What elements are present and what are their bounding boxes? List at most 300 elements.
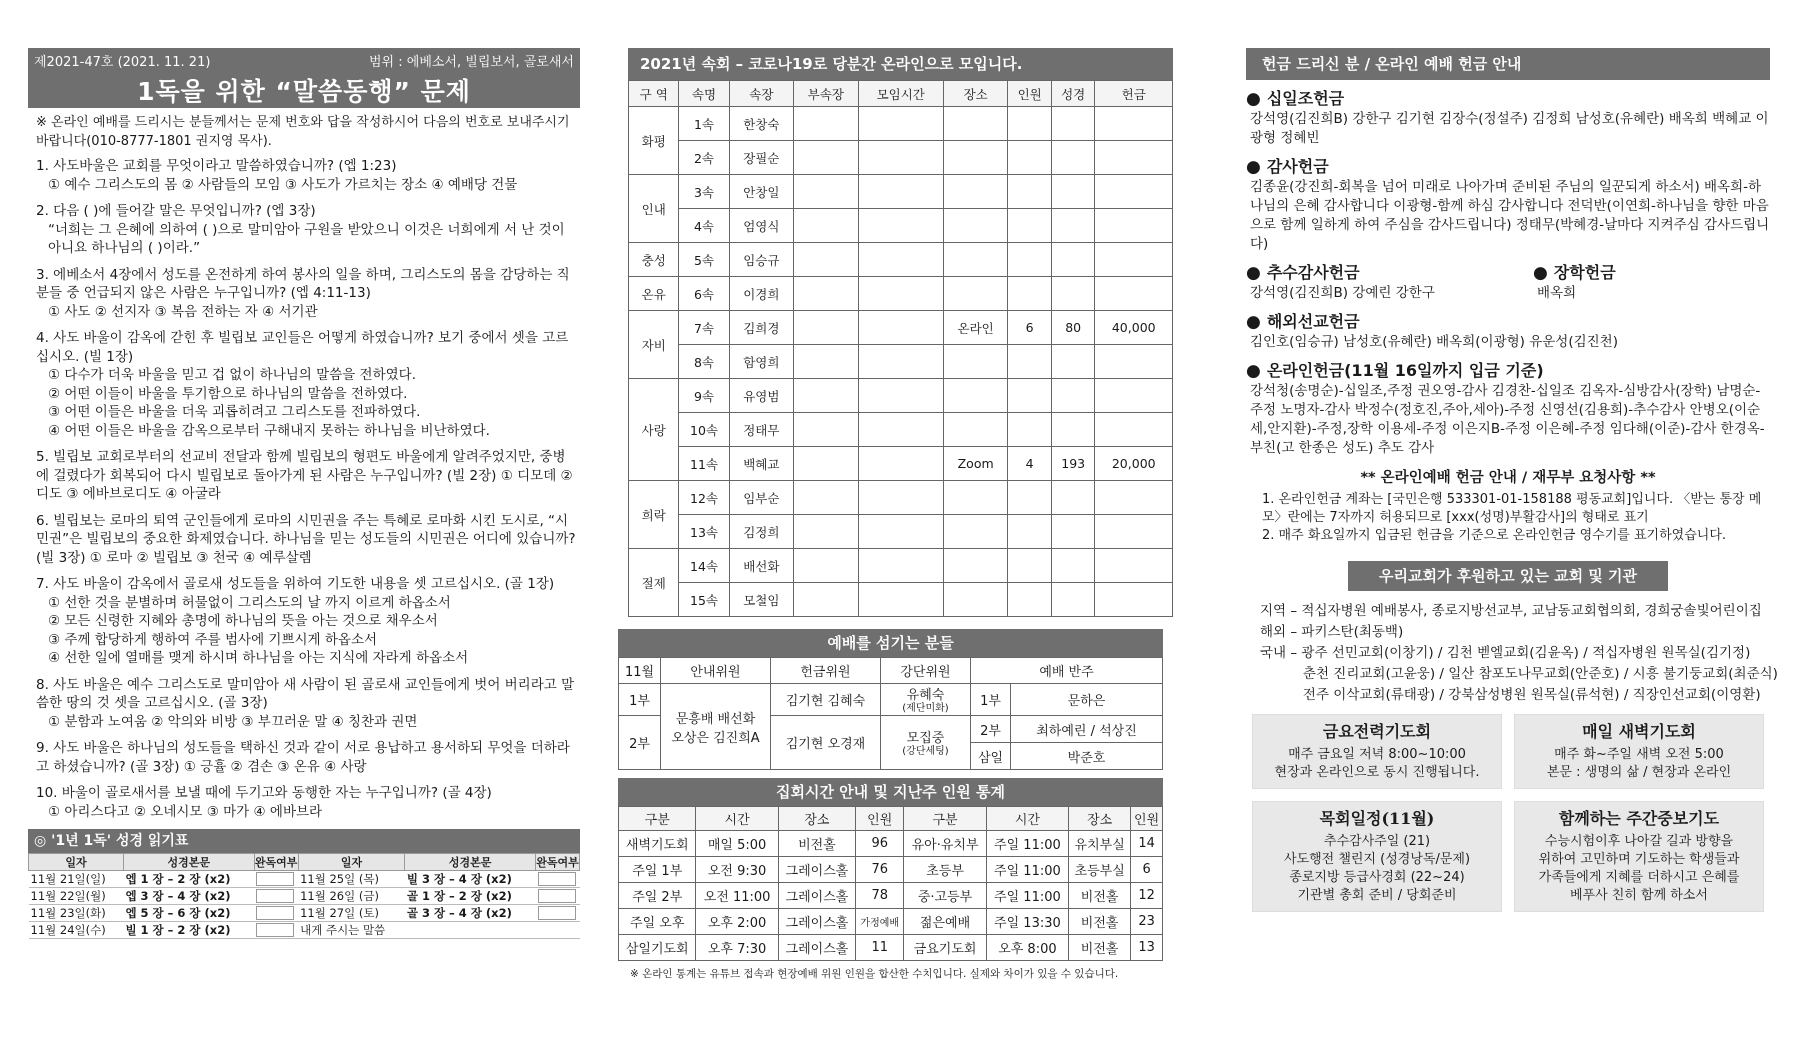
stats-cell: 78 [856, 883, 904, 909]
support-line: 지역 – 적십자병원 예배봉사, 종로지방선교부, 교남동교회협의회, 경희궁솔빛어린이집 [1260, 603, 1762, 619]
sokhoe-header: 부속장 [794, 81, 858, 107]
info-box [1252, 801, 1502, 912]
altar1-role: (제단미화) [902, 703, 949, 714]
sokhoe-row [629, 175, 1173, 209]
support-list [1246, 601, 1778, 706]
bullet-icon: ● [1246, 89, 1261, 109]
question-option: ① 사도 ② 선지자 ③ 복음 전하는 자 ④ 서기관 [48, 303, 318, 320]
sokhoe-cell: 5속 [679, 243, 729, 277]
online-names: 강석청(송명순)-십일조,주정 권오영-감사 김경찬-십일조 김옥자-심방감사(장학) 남명순-주정 노명자-감사 박정수(정호진,주아,세아)-주정 신영선(김용희)-추수감사 안병오(이순세,안지환)-주정,장학 이용세-주정 이은지B-주정 이은혜-주정 임다해(이준)-감사 한경옥-부친(고 한종은 성도) 추도 감사 [1250, 383, 1765, 456]
info-box-line: 종로지방 등급사경회 (22~24) [1289, 870, 1465, 885]
info-box-line: 위하여 고민하며 기도하는 학생들과 [1538, 852, 1740, 867]
sokhoe-header: 헌금 [1095, 81, 1173, 107]
sokhoe-row [629, 481, 1173, 515]
question-option: ① 선한 것을 분별하며 허물없이 그리스도의 날 까지 이르게 하옵소서 [48, 594, 451, 611]
stats-cell: 76 [856, 857, 904, 883]
sokhoe-area: 자비 [629, 311, 679, 379]
reading-checkbox[interactable] [538, 906, 576, 920]
sokhoe-area: 사랑 [629, 379, 679, 481]
sokhoe-cell [1051, 107, 1095, 141]
question-option: ③ 주께 합당하게 행하여 주를 범사에 기쁘시게 하옵소서 [48, 631, 378, 648]
sokhoe-cell [794, 583, 858, 617]
sokhoe-cell: 김희경 [729, 311, 793, 345]
stats-cell: 비전홀 [1069, 909, 1131, 935]
stats-header: 장소 [778, 807, 855, 831]
choir-label-3: 삼일 [971, 743, 1011, 770]
sokhoe-header: 장소 [943, 81, 1007, 107]
reading-cell: 11월 27일 (토) [298, 905, 405, 922]
reading-cell [405, 922, 536, 939]
sokhoe-row [629, 277, 1173, 311]
sokhoe-row [629, 583, 1173, 617]
stats-cell: 주일 13:30 [986, 909, 1068, 935]
issue-number: 제2021-47호 (2021. 11. 21) [34, 55, 211, 70]
stats-row [619, 909, 1163, 935]
sokhoe-area: 희락 [629, 481, 679, 549]
sokhoe-title: 2021년 속회 – 코로나19로 당분간 온라인으로 모입니다. [628, 48, 1173, 80]
choir-name-1: 문하은 [1011, 684, 1163, 716]
servers-part2: 2부 [619, 716, 661, 770]
reading-cell: 11월 25일 (목) [298, 871, 405, 888]
stats-cell: 새벽기도회 [619, 831, 696, 857]
sokhoe-header: 구 역 [629, 81, 679, 107]
sokhoe-cell [794, 413, 858, 447]
sokhoe-cell: 20,000 [1095, 447, 1173, 481]
sokhoe-row [629, 107, 1173, 141]
stats-cell: 젊은예배 [904, 909, 987, 935]
stats-header: 시간 [986, 807, 1068, 831]
sokhoe-cell: 10속 [679, 413, 729, 447]
sokhoe-cell [794, 515, 858, 549]
servers-title: 예배를 섬기는 분들 [618, 629, 1163, 657]
sokhoe-cell [1051, 413, 1095, 447]
sokhoe-cell [1095, 141, 1173, 175]
sokhoe-cell: 4 [1008, 447, 1052, 481]
quiz-column [28, 48, 580, 939]
sokhoe-cell [858, 549, 943, 583]
stats-table [618, 806, 1163, 961]
tithe-title: 십일조헌금 [1266, 89, 1345, 108]
stats-cell: 비전홀 [1069, 935, 1131, 961]
sokhoe-cell [794, 277, 858, 311]
sokhoe-cell: 배선화 [729, 549, 793, 583]
stats-cell: 6 [1131, 857, 1163, 883]
question-text: 10. 바울이 골로새서를 보낼 때에 두기고와 동행한 자는 누구입니까? (골 4장) [36, 785, 492, 801]
sokhoe-cell [858, 107, 943, 141]
stats-row [619, 883, 1163, 909]
question-item [36, 202, 578, 258]
stats-cell: 오후 8:00 [986, 935, 1068, 961]
sokhoe-row [629, 243, 1173, 277]
question-item [36, 575, 578, 668]
question-item [36, 739, 578, 776]
servers-guide [661, 684, 771, 770]
thanks-names: 김종윤(강진희-회복을 넘어 미래로 나아가며 준비된 주님의 일꾼되게 하소서) 배옥희-하나님의 은혜 감사합니다 이광형-함께 하심 감사합니다 전덕반(이연희-하나님을 향한 마음으로 함께 일하게 하여 주심을 감사드립니다) 정태무(박혜경-날마다 지켜주심 감사드립니다) [1250, 179, 1770, 252]
stats-cell: 매일 5:00 [696, 831, 778, 857]
reading-cell: 엡 1 장 – 2 장 (x2) [123, 871, 254, 888]
sokhoe-row [629, 379, 1173, 413]
reading-cell: 11월 22일(월) [29, 888, 124, 905]
sokhoe-cell: 6 [1008, 311, 1052, 345]
sokhoe-cell [943, 481, 1007, 515]
sokhoe-cell [1051, 515, 1095, 549]
question-item [36, 157, 578, 194]
sokhoe-cell [1008, 107, 1052, 141]
sokhoe-cell: 14속 [679, 549, 729, 583]
sokhoe-cell: 김정희 [729, 515, 793, 549]
reading-checkbox[interactable] [256, 923, 294, 937]
question-text: 1. 사도바울은 교회를 무엇이라고 말씀하였습니까? (엡 1:23) [36, 158, 397, 174]
stats-cell: 오후 2:00 [696, 909, 778, 935]
info-box-line: 현장과 온라인으로 동시 진행됩니다. [1274, 765, 1480, 780]
sokhoe-header: 성경 [1051, 81, 1095, 107]
sokhoe-cell [794, 175, 858, 209]
reading-row [29, 922, 580, 939]
sokhoe-cell [794, 481, 858, 515]
reading-cell: 내게 주시는 말씀 [298, 922, 405, 939]
reading-check-cell [254, 871, 298, 888]
sokhoe-row [629, 413, 1173, 447]
sokhoe-cell: 장필순 [729, 141, 793, 175]
question-text: 7. 사도 바울이 감옥에서 골로새 성도들을 위하여 기도한 내용을 셋 고르십시오. (골 1장) [36, 576, 555, 592]
sokhoe-cell [794, 345, 858, 379]
info-box-line: 사도행전 챌린지 (성경낭독/문제) [1283, 852, 1471, 867]
servers-offering-header: 헌금위원 [771, 658, 881, 684]
tithe-names: 강석영(김진희B) 강한구 김기현 김장수(정설주) 김정희 남성호(유혜란) 배옥희 백혜교 이광형 정혜빈 [1250, 111, 1769, 146]
sokhoe-cell [858, 311, 943, 345]
bullet-icon: ● [1246, 312, 1261, 332]
stats-cell: 13 [1131, 935, 1163, 961]
question-text: 9. 사도 바울은 하나님의 성도들을 택하신 것과 같이 서로 용납하고 용서하되 무엇을 더하라고 하셨습니까? (골 3장) ① 긍휼 ② 겸손 ③ 온유 ④ 사랑 [36, 740, 570, 775]
notice-1: 1. 온라인헌금 계좌는 [국민은행 533301-01-158188 평동교회]입니다. 〈받는 통장 메모〉란에는 7자까지 허용되므로 [xxx(성명)부활감사]의 형태로 표기 [1262, 492, 1762, 525]
sokhoe-cell [1051, 141, 1095, 175]
reading-header: 성경본문 [405, 854, 536, 871]
reading-header: 완독여부 [536, 854, 580, 871]
sokhoe-cell [1095, 209, 1173, 243]
sokhoe-cell: 임부순 [729, 481, 793, 515]
sokhoe-cell: 40,000 [1095, 311, 1173, 345]
question-option: ① 다수가 더욱 바울을 믿고 겁 없이 하나님의 말씀을 전하였다. [48, 367, 416, 383]
reading-checkbox[interactable] [256, 889, 294, 903]
question-item [36, 676, 578, 732]
sokhoe-cell [943, 243, 1007, 277]
sokhoe-cell [794, 141, 858, 175]
stats-cell: 비전홀 [1069, 883, 1131, 909]
servers-altar2 [881, 716, 971, 770]
mission-title: 해외선교헌금 [1266, 312, 1360, 331]
sokhoe-cell [794, 107, 858, 141]
sokhoe-cell [858, 345, 943, 379]
servers-altar1 [881, 684, 971, 716]
sokhoe-cell [1051, 583, 1095, 617]
info-box-line: 본문 : 생명의 삶 / 현장과 온라인 [1546, 765, 1732, 780]
reading-checkbox[interactable] [538, 889, 576, 903]
sokhoe-row [629, 311, 1173, 345]
stats-cell: 오전 11:00 [696, 883, 778, 909]
sokhoe-row [629, 515, 1173, 549]
sokhoe-area: 충성 [629, 243, 679, 277]
sokhoe-cell [858, 447, 943, 481]
reading-cell: 11월 21일(일) [29, 871, 124, 888]
question-item [36, 784, 578, 821]
thanks-heading [1246, 156, 1770, 178]
stats-cell: 초등부실 [1069, 857, 1131, 883]
sokhoe-cell [943, 413, 1007, 447]
altar2-name: 모집중 [906, 731, 945, 746]
sokhoe-cell [1051, 175, 1095, 209]
info-box-title: 함께하는 주간중보기도 [1558, 809, 1720, 828]
stats-cell: 중·고등부 [904, 883, 987, 909]
servers-month: 11월 [619, 658, 661, 684]
question-option: ① 예수 그리스도의 몸 ② 사람들의 모임 ③ 사도가 가르치는 장소 ④ 예배당 건물 [48, 176, 518, 193]
question-option: ② 어떤 이들이 바울을 투기함으로 하나님의 말씀을 전하였다. [48, 385, 408, 402]
stats-cell: 96 [856, 831, 904, 857]
stats-cell: 주일 11:00 [986, 831, 1068, 857]
sokhoe-area: 절제 [629, 549, 679, 617]
sokhoe-cell: 7속 [679, 311, 729, 345]
sokhoe-cell [943, 141, 1007, 175]
reading-cell: 빌 3 장 – 4 장 (x2) [405, 871, 536, 888]
sokhoe-cell: Zoom [943, 447, 1007, 481]
reading-cell: 11월 24일(수) [29, 922, 124, 939]
reading-check-cell [254, 888, 298, 905]
sokhoe-cell: 6속 [679, 277, 729, 311]
info-box [1514, 801, 1764, 912]
sokhoe-cell [1051, 243, 1095, 277]
question-option: ① 아리스다고 ② 오네시모 ③ 마가 ④ 에바브라 [48, 803, 323, 820]
sokhoe-cell: 한창숙 [729, 107, 793, 141]
offering-title: 헌금 드리신 분 / 온라인 예배 헌금 안내 [1246, 48, 1770, 80]
sokhoe-cell: 2속 [679, 141, 729, 175]
sokhoe-cell: 12속 [679, 481, 729, 515]
info-boxes [1246, 714, 1770, 912]
quiz-header [28, 48, 580, 108]
sokhoe-cell [1051, 549, 1095, 583]
sokhoe-cell [1008, 583, 1052, 617]
sokhoe-cell: 8속 [679, 345, 729, 379]
stats-header: 장소 [1069, 807, 1131, 831]
sokhoe-cell [943, 583, 1007, 617]
sokhoe-header: 속장 [729, 81, 793, 107]
sokhoe-cell [1051, 379, 1095, 413]
stats-cell: 삼일기도회 [619, 935, 696, 961]
stats-header: 인원 [1131, 807, 1163, 831]
sokhoe-cell [1008, 413, 1052, 447]
sokhoe-cell [1095, 413, 1173, 447]
info-box-title: 금요전력기도회 [1322, 722, 1432, 741]
sokhoe-cell [794, 447, 858, 481]
mission-names: 김인호(임승규) 남성호(유혜란) 배옥희(이광형) 유운성(김진천) [1250, 334, 1618, 350]
question-item [36, 266, 578, 322]
online-title: 온라인헌금(11월 16일까지 입금 기준) [1266, 361, 1544, 380]
info-box-line: 추수감사주일 (21) [1323, 834, 1431, 849]
sokhoe-cell: 안창일 [729, 175, 793, 209]
sokhoe-cell [858, 277, 943, 311]
sokhoe-cell [1008, 175, 1052, 209]
info-box-title: 목회일정(11월) [1319, 809, 1435, 828]
reading-header: 완독여부 [254, 854, 298, 871]
sokhoe-cell [794, 549, 858, 583]
stats-cell: 오후 7:30 [696, 935, 778, 961]
stats-row [619, 831, 1163, 857]
stats-cell: 가정예배 [856, 909, 904, 935]
bullet-icon: ● [1246, 157, 1261, 177]
sokhoe-cell [794, 311, 858, 345]
question-text: 5. 빌립보 교회로부터의 선교비 전달과 함께 빌립보의 형편도 바울에게 알려주었지만, 중병에 걸렸다가 회복되어 다시 빌립보로 돌아가게 된 사람은 누구입니까? (빌 2장) ① 디모데 ② 디도 ③ 에바브로디도 ④ 아굴라 [36, 449, 573, 502]
altar1-name: 유혜숙 [906, 688, 945, 703]
mission-heading [1246, 311, 1770, 333]
sokhoe-cell [858, 141, 943, 175]
question-text: 2. 다음 ( )에 들어갈 말은 무엇입니까? (엡 3장) [36, 203, 316, 219]
servers-offering1: 김기현 김혜숙 [771, 684, 881, 716]
bullet-icon: ● [1533, 263, 1548, 283]
info-box [1252, 714, 1502, 789]
sokhoe-cell [1095, 107, 1173, 141]
sokhoe-cell [1008, 141, 1052, 175]
question-list [28, 157, 580, 821]
stats-cell: 주일 11:00 [986, 857, 1068, 883]
sokhoe-cell [858, 515, 943, 549]
info-box-line: 기관별 총회 준비 / 당회준비 [1297, 888, 1457, 903]
sokhoe-cell [943, 515, 1007, 549]
sokhoe-cell: 엄영식 [729, 209, 793, 243]
sokhoe-cell [1095, 243, 1173, 277]
reading-checkbox[interactable] [256, 906, 294, 920]
sokhoe-table [628, 80, 1173, 617]
sokhoe-header: 속명 [679, 81, 729, 107]
sokhoe-cell [1008, 379, 1052, 413]
sokhoe-cell [1095, 175, 1173, 209]
thanks-title: 감사헌금 [1266, 157, 1329, 176]
stats-header: 구분 [904, 807, 987, 831]
support-title: 우리교회가 후원하고 있는 교회 및 기관 [1348, 561, 1668, 591]
sokhoe-cell [1095, 345, 1173, 379]
reading-checkbox[interactable] [538, 872, 576, 886]
sokhoe-cell [1008, 243, 1052, 277]
online-heading [1246, 360, 1770, 382]
notice-2: 2. 매주 화요일까지 입금된 헌금을 기준으로 온라인헌금 영수기를 표기하였습니다. [1262, 528, 1727, 543]
question-option: “너희는 그 은혜에 의하여 ( )으로 말미암아 구원을 받았으니 이것은 너희에게 서 난 것이 아니요 하나님의 ( )이라.” [48, 221, 565, 256]
question-option: ② 모든 신령한 지혜와 총명에 하나님의 뜻을 아는 것으로 채우소서 [48, 613, 438, 629]
question-text: 6. 빌립보는 로마의 퇴역 군인들에게 로마의 시민권을 주는 특혜로 로마화 시킨 도시로, “시민권”은 빌립보의 중요한 화제였습니다. 하나님을 믿는 성도들의 시민권은 어디에 있습니까? (빌 3장) ① 로마 ② 빌립보 ③ 천국 ④ 예루살렘 [36, 512, 576, 566]
sokhoe-cell [794, 243, 858, 277]
question-option: ① 분함과 노여움 ② 악의와 비방 ③ 부끄러운 말 ④ 칭찬과 권면 [48, 713, 418, 730]
scholar-heading [1533, 262, 1770, 284]
stats-header: 구분 [619, 807, 696, 831]
sokhoe-cell [858, 583, 943, 617]
sokhoe-cell [1008, 481, 1052, 515]
altar2-role: (강단세팅) [902, 746, 949, 757]
servers-choir-header: 예배 반주 [971, 658, 1163, 684]
choir-name-3: 박준호 [1011, 743, 1163, 770]
question-item [36, 329, 578, 440]
reading-title: ◎ '1년 1독' 성경 읽기표 [28, 829, 580, 853]
question-item [36, 512, 578, 568]
sokhoe-cell [1008, 549, 1052, 583]
reading-cell: 엡 5 장 – 6 장 (x2) [123, 905, 254, 922]
stats-row [619, 935, 1163, 961]
sokhoe-column [624, 48, 1173, 981]
sokhoe-cell [858, 413, 943, 447]
reading-header: 일자 [29, 854, 124, 871]
stats-cell: 주일 오후 [619, 909, 696, 935]
bullet-icon: ● [1246, 361, 1261, 381]
reading-header: 일자 [298, 854, 405, 871]
sokhoe-cell: 3속 [679, 175, 729, 209]
sokhoe-cell [858, 481, 943, 515]
quiz-intro: ※ 온라인 예배를 드리시는 분들께서는 문제 번호와 답을 작성하시어 다음의 번호로 보내주시기 바랍니다(010-8777-1801 권지영 목사). [36, 115, 570, 149]
sokhoe-cell: 정태무 [729, 413, 793, 447]
sokhoe-cell: 온라인 [943, 311, 1007, 345]
question-option: ④ 선한 일에 열매를 맺게 하시며 하나님을 아는 지식에 자라게 하옵소서 [48, 650, 469, 666]
sokhoe-cell [858, 379, 943, 413]
sokhoe-cell [943, 209, 1007, 243]
stats-cell: 비전홀 [778, 831, 855, 857]
question-text: 3. 에베소서 4장에서 성도를 온전하게 하여 봉사의 일을 하며, 그리스도의 몸을 감당하는 직분들 중 언급되지 않은 사람은 누구입니까? (엡 4:11-13) [36, 266, 570, 301]
sokhoe-cell [943, 379, 1007, 413]
sokhoe-cell: 11속 [679, 447, 729, 481]
support-line: 춘천 진리교회(고윤웅) / 일산 참포도나무교회(안준호) / 시흥 불기둥교회(최준식) [1260, 666, 1778, 682]
info-box-line: 베푸사 친히 함께 하소서 [1570, 888, 1708, 903]
sokhoe-row [629, 141, 1173, 175]
reading-checkbox[interactable] [256, 872, 294, 886]
sokhoe-header: 모임시간 [858, 81, 943, 107]
harvest-names: 강석영(김진희B) 강예린 강한구 [1250, 285, 1435, 301]
sokhoe-cell [1051, 481, 1095, 515]
sokhoe-cell: 모철임 [729, 583, 793, 617]
sokhoe-cell [1051, 277, 1095, 311]
harvest-title: 추수감사헌금 [1266, 263, 1360, 282]
info-box-line: 매주 금요일 저녁 8:00~10:00 [1288, 747, 1466, 762]
sokhoe-cell: 80 [1051, 311, 1095, 345]
reading-cell: 빌 1 장 – 2 장 (x2) [123, 922, 254, 939]
stats-cell: 주일 2부 [619, 883, 696, 909]
sokhoe-cell [1008, 515, 1052, 549]
info-box [1514, 714, 1764, 789]
sokhoe-cell: 13속 [679, 515, 729, 549]
reading-check-cell [536, 871, 580, 888]
servers-altar-header: 강단위원 [881, 658, 971, 684]
sokhoe-cell [1095, 515, 1173, 549]
info-box-title: 매일 새벽기도회 [1582, 722, 1696, 741]
question-option: ④ 어떤 이들은 바울을 감옥으로부터 구해내지 못하는 하나님을 비난하였다. [48, 422, 490, 439]
stats-cell: 유아·유치부 [904, 831, 987, 857]
stats-cell: 14 [1131, 831, 1163, 857]
reading-check-cell [254, 905, 298, 922]
scholar-title: 장학헌금 [1553, 263, 1616, 282]
sokhoe-cell: 1속 [679, 107, 729, 141]
stats-cell: 그레이스홀 [778, 883, 855, 909]
scholar-names: 배옥희 [1537, 285, 1577, 301]
stats-row [619, 857, 1163, 883]
servers-guide-header: 안내위원 [661, 658, 771, 684]
sokhoe-cell [1008, 345, 1052, 379]
sokhoe-cell [858, 209, 943, 243]
sokhoe-cell [1095, 481, 1173, 515]
harvest-heading [1246, 262, 1483, 284]
tithe-heading [1246, 88, 1770, 110]
reading-table [28, 853, 580, 939]
support-line: 전주 이삭교회(류태광) / 강북삼성병원 원목실(류석현) / 직장인선교회(이영환) [1260, 687, 1761, 703]
question-item [36, 448, 578, 504]
reading-header: 성경본문 [123, 854, 254, 871]
sokhoe-cell: 4속 [679, 209, 729, 243]
sokhoe-cell [943, 175, 1007, 209]
stats-cell: 그레이스홀 [778, 909, 855, 935]
reading-check-cell [254, 922, 298, 939]
reading-check-cell [536, 888, 580, 905]
guide-name: 오상은 김진희A [671, 730, 760, 746]
